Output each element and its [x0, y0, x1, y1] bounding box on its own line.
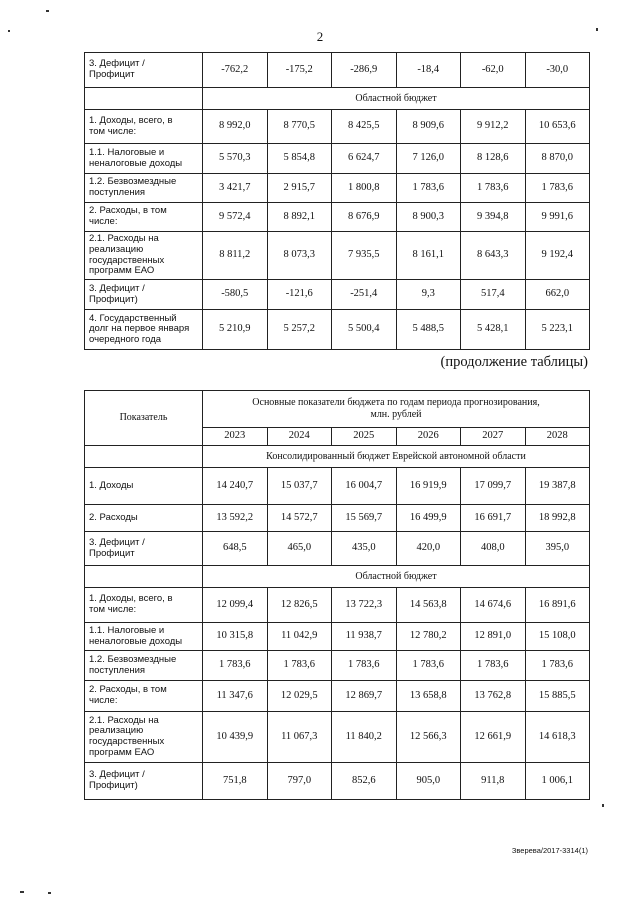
row-label: 1. Доходы	[85, 468, 203, 505]
value-cell: 9,3	[396, 280, 461, 310]
value-cell: 8 770,5	[267, 110, 332, 144]
table-row	[85, 232, 590, 280]
section-blank-cell	[85, 88, 203, 110]
value-cell: 15 885,5	[525, 681, 590, 712]
table-row	[85, 53, 590, 88]
row-label: 2. Расходы, в том числе:	[85, 203, 203, 232]
value-cell: 8 992,0	[203, 110, 268, 144]
value-cell: 16 691,7	[461, 505, 526, 532]
value-cell: 797,0	[267, 763, 332, 800]
value-cell: 13 592,2	[203, 505, 268, 532]
indicator-header: Показатель	[85, 391, 203, 446]
table-row	[85, 681, 590, 712]
row-label: 2. Расходы	[85, 505, 203, 532]
value-cell: 16 004,7	[332, 468, 397, 505]
value-cell: 8 900,3	[396, 203, 461, 232]
value-cell: 2 915,7	[267, 174, 332, 203]
table-row	[85, 712, 590, 763]
value-cell: 11 840,2	[332, 712, 397, 763]
value-cell: 395,0	[525, 532, 590, 566]
value-cell: 5 223,1	[525, 310, 590, 350]
row-label: 4. Государственный долг на первое января очередного года	[85, 310, 203, 350]
value-cell: 6 624,7	[332, 144, 397, 174]
scan-speck	[20, 891, 24, 893]
scan-speck	[46, 10, 49, 12]
page-number: 2	[316, 29, 324, 44]
year-header: 2024	[267, 428, 332, 446]
value-cell: 8 128,6	[461, 144, 526, 174]
value-cell: -62,0	[461, 53, 526, 88]
value-cell: 19 387,8	[525, 468, 590, 505]
value-cell: -121,6	[267, 280, 332, 310]
value-cell: 12 869,7	[332, 681, 397, 712]
value-cell: 9 394,8	[461, 203, 526, 232]
value-cell: 1 783,6	[332, 651, 397, 681]
value-cell: 11 938,7	[332, 623, 397, 651]
row-label: 3. Дефицит / Профицит)	[85, 763, 203, 800]
scan-speck	[8, 30, 10, 32]
row-label: 2.1. Расходы на реализацию государственных программ ЕАО	[85, 232, 203, 280]
table-row	[85, 280, 590, 310]
document-code: Зверева/2017-3314(1)	[511, 846, 588, 855]
value-cell: 9 572,4	[203, 203, 268, 232]
section-row	[85, 446, 590, 468]
value-cell: 10 315,8	[203, 623, 268, 651]
table-row	[85, 532, 590, 566]
value-cell: -762,2	[203, 53, 268, 88]
value-cell: 9 192,4	[525, 232, 590, 280]
year-header: 2027	[461, 428, 526, 446]
forecast-title-header: Основные показатели бюджета по годам периода прогнозирования, млн. рублей	[203, 391, 590, 428]
year-header: 2026	[396, 428, 461, 446]
table-row	[85, 110, 590, 144]
row-label: 3. Дефицит / Профицит)	[85, 280, 203, 310]
value-cell: 8 811,2	[203, 232, 268, 280]
row-label: 3. Дефицит / Профицит	[85, 53, 203, 88]
value-cell: 10 439,9	[203, 712, 268, 763]
year-header: 2023	[203, 428, 268, 446]
table-row	[85, 588, 590, 623]
table-row	[85, 468, 590, 505]
value-cell: 13 658,8	[396, 681, 461, 712]
year-header: 2025	[332, 428, 397, 446]
scan-speck	[596, 28, 598, 31]
value-cell: -30,0	[525, 53, 590, 88]
scan-speck	[48, 892, 51, 894]
table-row	[85, 310, 590, 350]
section-title: Консолидированный бюджет Еврейской автономной области	[203, 446, 590, 468]
value-cell: 18 992,8	[525, 505, 590, 532]
value-cell: 420,0	[396, 532, 461, 566]
section-blank-cell	[85, 566, 203, 588]
value-cell: 13 722,3	[332, 588, 397, 623]
section-blank-cell	[85, 446, 203, 468]
value-cell: 7 935,5	[332, 232, 397, 280]
value-cell: 12 826,5	[267, 588, 332, 623]
value-cell: 9 991,6	[525, 203, 590, 232]
value-cell: 5 428,1	[461, 310, 526, 350]
value-cell: 14 572,7	[267, 505, 332, 532]
value-cell: 12 780,2	[396, 623, 461, 651]
section-row	[85, 566, 590, 588]
value-cell: 14 563,8	[396, 588, 461, 623]
value-cell: 1 783,6	[525, 651, 590, 681]
value-cell: 8 073,3	[267, 232, 332, 280]
value-cell: 905,0	[396, 763, 461, 800]
value-cell: 14 618,3	[525, 712, 590, 763]
value-cell: 8 425,5	[332, 110, 397, 144]
value-cell: 7 126,0	[396, 144, 461, 174]
section-row	[85, 88, 590, 110]
table-row	[85, 763, 590, 800]
value-cell: 15 037,7	[267, 468, 332, 505]
row-label: 2. Расходы, в том числе:	[85, 681, 203, 712]
value-cell: 1 800,8	[332, 174, 397, 203]
value-cell: 648,5	[203, 532, 268, 566]
value-cell: 435,0	[332, 532, 397, 566]
budget-table-part-1	[84, 52, 590, 350]
value-cell: 5 854,8	[267, 144, 332, 174]
section-title: Областной бюджет	[203, 566, 590, 588]
value-cell: 16 919,9	[396, 468, 461, 505]
value-cell: 5 488,5	[396, 310, 461, 350]
value-cell: 3 421,7	[203, 174, 268, 203]
value-cell: 1 783,6	[461, 174, 526, 203]
year-header: 2028	[525, 428, 590, 446]
value-cell: 11 347,6	[203, 681, 268, 712]
value-cell: 8 870,0	[525, 144, 590, 174]
row-label: 3. Дефицит / Профицит	[85, 532, 203, 566]
value-cell: -18,4	[396, 53, 461, 88]
value-cell: -286,9	[332, 53, 397, 88]
value-cell: 10 653,6	[525, 110, 590, 144]
value-cell: 465,0	[267, 532, 332, 566]
row-label: 1.1. Налоговые и неналоговые доходы	[85, 144, 203, 174]
row-label: 1. Доходы, всего, в том числе:	[85, 110, 203, 144]
value-cell: 5 210,9	[203, 310, 268, 350]
value-cell: 1 783,6	[203, 651, 268, 681]
section-title: Областной бюджет	[203, 88, 590, 110]
value-cell: 1 783,6	[267, 651, 332, 681]
value-cell: 1 783,6	[396, 174, 461, 203]
value-cell: 1 006,1	[525, 763, 590, 800]
value-cell: 5 500,4	[332, 310, 397, 350]
continuation-label: (продолжение таблицы)	[440, 354, 588, 370]
value-cell: 8 909,6	[396, 110, 461, 144]
value-cell: 12 099,4	[203, 588, 268, 623]
row-label: 1.1. Налоговые и неналоговые доходы	[85, 623, 203, 651]
header-row	[85, 391, 590, 428]
value-cell: 9 912,2	[461, 110, 526, 144]
value-cell: 15 569,7	[332, 505, 397, 532]
value-cell: 751,8	[203, 763, 268, 800]
row-label: 1.2. Безвозмездные поступления	[85, 651, 203, 681]
budget-table-part-2	[84, 390, 590, 800]
value-cell: 1 783,6	[461, 651, 526, 681]
value-cell: 13 762,8	[461, 681, 526, 712]
value-cell: 12 029,5	[267, 681, 332, 712]
value-cell: 8 161,1	[396, 232, 461, 280]
value-cell: 8 892,1	[267, 203, 332, 232]
value-cell: 5 257,2	[267, 310, 332, 350]
value-cell: 1 783,6	[396, 651, 461, 681]
value-cell: -175,2	[267, 53, 332, 88]
value-cell: 11 067,3	[267, 712, 332, 763]
value-cell: 5 570,3	[203, 144, 268, 174]
value-cell: 17 099,7	[461, 468, 526, 505]
table-row	[85, 174, 590, 203]
table-row	[85, 203, 590, 232]
value-cell: 911,8	[461, 763, 526, 800]
value-cell: 16 499,9	[396, 505, 461, 532]
value-cell: 662,0	[525, 280, 590, 310]
value-cell: 12 661,9	[461, 712, 526, 763]
table-row	[85, 651, 590, 681]
row-label: 2.1. Расходы на реализацию государственных программ ЕАО	[85, 712, 203, 763]
table-row	[85, 144, 590, 174]
value-cell: 408,0	[461, 532, 526, 566]
table-row	[85, 623, 590, 651]
value-cell: 8 643,3	[461, 232, 526, 280]
value-cell: 14 240,7	[203, 468, 268, 505]
value-cell: -580,5	[203, 280, 268, 310]
row-label: 1. Доходы, всего, в том числе:	[85, 588, 203, 623]
value-cell: 12 566,3	[396, 712, 461, 763]
value-cell: -251,4	[332, 280, 397, 310]
row-label: 1.2. Безвозмездные поступления	[85, 174, 203, 203]
value-cell: 852,6	[332, 763, 397, 800]
table-row	[85, 505, 590, 532]
value-cell: 12 891,0	[461, 623, 526, 651]
scan-speck	[602, 804, 604, 807]
value-cell: 11 042,9	[267, 623, 332, 651]
value-cell: 1 783,6	[525, 174, 590, 203]
value-cell: 8 676,9	[332, 203, 397, 232]
value-cell: 14 674,6	[461, 588, 526, 623]
value-cell: 15 108,0	[525, 623, 590, 651]
value-cell: 517,4	[461, 280, 526, 310]
value-cell: 16 891,6	[525, 588, 590, 623]
